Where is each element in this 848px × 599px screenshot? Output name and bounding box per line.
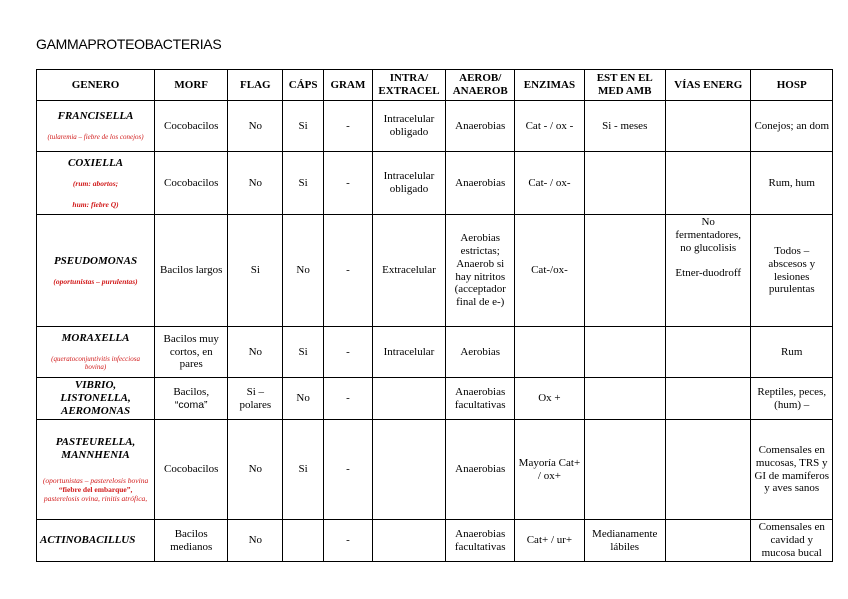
cell-gram: - xyxy=(324,520,373,562)
genus-note: (rum: abortos; xyxy=(72,179,119,189)
cell-hosp: Comensales en mucosas, TRS y GI de mamíferos y aves sanos xyxy=(751,420,833,520)
cell-flag: No xyxy=(228,101,283,152)
cell-genero xyxy=(37,152,155,215)
cell-est: Si - meses xyxy=(584,101,665,152)
cell-genero xyxy=(37,420,155,520)
genus-note: (tularemia – fiebre de los conejos) xyxy=(47,133,144,142)
cell-morf: Cocobacilos xyxy=(155,101,228,152)
cell-flag: No xyxy=(228,520,283,562)
cell-est xyxy=(584,152,665,215)
cell-enzimas: Cat- / ox- xyxy=(515,152,584,215)
cell-intra xyxy=(372,378,445,420)
cell-aerob: Aerobias estrictas; Anaerob si hay nitritos (acceptador final de e-) xyxy=(446,215,515,327)
header-caps: CÁPS xyxy=(283,70,324,101)
cell-flag: Si – polares xyxy=(228,378,283,420)
cell-vias xyxy=(665,420,751,520)
genus-name: MORAXELLA xyxy=(61,332,130,345)
cell-intra: Intracelular obligado xyxy=(372,152,445,215)
cell-gram: - xyxy=(324,101,373,152)
cell-aerob: Aerobias xyxy=(446,327,515,378)
cell-hosp: Rum xyxy=(751,327,833,378)
cell-aerob: Anaerobias facultativas xyxy=(446,378,515,420)
table-row xyxy=(37,420,833,520)
genus-name: PASTEURELLA, MANNHENIA xyxy=(55,436,136,461)
table-row xyxy=(37,215,833,327)
cell-caps: Si xyxy=(283,101,324,152)
cell-morf: Bacilos muy cortos, en pares xyxy=(155,327,228,378)
cell-aerob: Anaerobias facultativas xyxy=(446,520,515,562)
morf-text: “coma” xyxy=(174,398,208,411)
header-est: EST EN EL MED AMB xyxy=(584,70,665,101)
cell-gram: - xyxy=(324,152,373,215)
header-gram: GRAM xyxy=(324,70,373,101)
cell-hosp: Rum, hum xyxy=(751,152,833,215)
cell-genero xyxy=(37,378,155,420)
header-hosp: HOSP xyxy=(751,70,833,101)
cell-gram: - xyxy=(324,215,373,327)
vias-text: Etner-duodroff xyxy=(675,266,741,279)
cell-genero xyxy=(37,327,155,378)
cell-gram: - xyxy=(324,378,373,420)
cell-enzimas: Cat - / ox - xyxy=(515,101,584,152)
cell-hosp: Todos – abscesos y lesiones purulentas xyxy=(751,215,833,327)
genus-note: (oportunistas – purulentas) xyxy=(53,277,138,287)
cell-enzimas: Mayoría Cat+ / ox+ xyxy=(515,420,584,520)
table-row xyxy=(37,520,833,562)
cell-vias xyxy=(665,378,751,420)
cell-aerob: Anaerobias xyxy=(446,420,515,520)
cell-gram: - xyxy=(324,327,373,378)
cell-est xyxy=(584,327,665,378)
cell-flag: No xyxy=(228,152,283,215)
table-row xyxy=(37,101,833,152)
cell-aerob: Anaerobias xyxy=(446,101,515,152)
cell-vias xyxy=(665,520,751,562)
header-genero: GENERO xyxy=(37,70,155,101)
cell-vias xyxy=(665,327,751,378)
cell-hosp: Reptiles, peces, (hum) – xyxy=(751,378,833,420)
genus-note: pasterelosis ovina, rinitis atrófica, xyxy=(43,493,148,503)
cell-caps: Si xyxy=(283,420,324,520)
cell-morf: Bacilos largos xyxy=(155,215,228,327)
vias-text: No fermentadores, no glucolisis xyxy=(675,216,742,254)
cell-caps: Si xyxy=(283,327,324,378)
header-intra: INTRA/ EXTRACEL xyxy=(372,70,445,101)
cell-enzimas: Ox + xyxy=(515,378,584,420)
cell-vias xyxy=(665,152,751,215)
header-enzimas: ENZIMAS xyxy=(515,70,584,101)
genus-name: PSEUDOMONAS xyxy=(53,254,138,267)
genus-note: (queratoconjuntivitis infecciosa bovina) xyxy=(51,355,140,372)
header-row xyxy=(37,70,833,101)
table-row xyxy=(37,152,833,215)
cell-caps: No xyxy=(283,378,324,420)
genus-name: ACTINOBACILLUS xyxy=(40,534,136,547)
cell-intra: Intracelular xyxy=(372,327,445,378)
cell-intra: Extracelular xyxy=(372,215,445,327)
table-row xyxy=(37,327,833,378)
cell-morf: Cocobacilos xyxy=(155,420,228,520)
cell-enzimas: Cat+ / ur+ xyxy=(515,520,584,562)
cell-morf xyxy=(155,378,228,420)
bacteria-table xyxy=(36,69,833,562)
cell-caps: Si xyxy=(283,152,324,215)
cell-est xyxy=(584,378,665,420)
cell-enzimas xyxy=(515,327,584,378)
cell-genero xyxy=(37,520,155,562)
cell-flag: Si xyxy=(228,215,283,327)
cell-enzimas: Cat-/ox- xyxy=(515,215,584,327)
morf-text: Bacilos, xyxy=(173,385,210,398)
cell-gram: - xyxy=(324,420,373,520)
genus-name: FRANCISELLA xyxy=(57,110,134,123)
cell-hosp: Conejos; an dom xyxy=(751,101,833,152)
cell-est xyxy=(584,215,665,327)
cell-vias xyxy=(665,215,751,327)
cell-morf: Bacilos medianos xyxy=(155,520,228,562)
genus-note: (oportunistas – pasterelosis bovina xyxy=(42,475,149,485)
cell-caps xyxy=(283,520,324,562)
cell-morf: Cocobacilos xyxy=(155,152,228,215)
header-aerob: AEROB/ ANAEROB xyxy=(446,70,515,101)
cell-flag: No xyxy=(228,420,283,520)
genus-note: hum: fiebre Q) xyxy=(72,200,119,210)
header-flag: FLAG xyxy=(228,70,283,101)
cell-vias xyxy=(665,101,751,152)
cell-intra xyxy=(372,420,445,520)
header-morf: MORF xyxy=(155,70,228,101)
cell-genero xyxy=(37,101,155,152)
cell-intra: Intracelular obligado xyxy=(372,101,445,152)
cell-caps: No xyxy=(283,215,324,327)
genus-name: COXIELLA xyxy=(68,156,124,169)
genus-name: VIBRIO, LISTONELLA, AEROMONAS xyxy=(60,379,131,417)
genus-note: “fiebre del embarque”, xyxy=(58,484,133,494)
header-vias: VÍAS ENERG xyxy=(665,70,751,101)
cell-est: Medianamente lábiles xyxy=(584,520,665,562)
cell-aerob: Anaerobias xyxy=(446,152,515,215)
cell-est xyxy=(584,420,665,520)
cell-genero xyxy=(37,215,155,327)
cell-flag: No xyxy=(228,327,283,378)
page-title: GAMMAPROTEOBACTERIAS xyxy=(36,36,222,52)
table-row xyxy=(37,378,833,420)
cell-intra xyxy=(372,520,445,562)
cell-hosp: Comensales en cavidad y mucosa bucal xyxy=(751,520,833,562)
